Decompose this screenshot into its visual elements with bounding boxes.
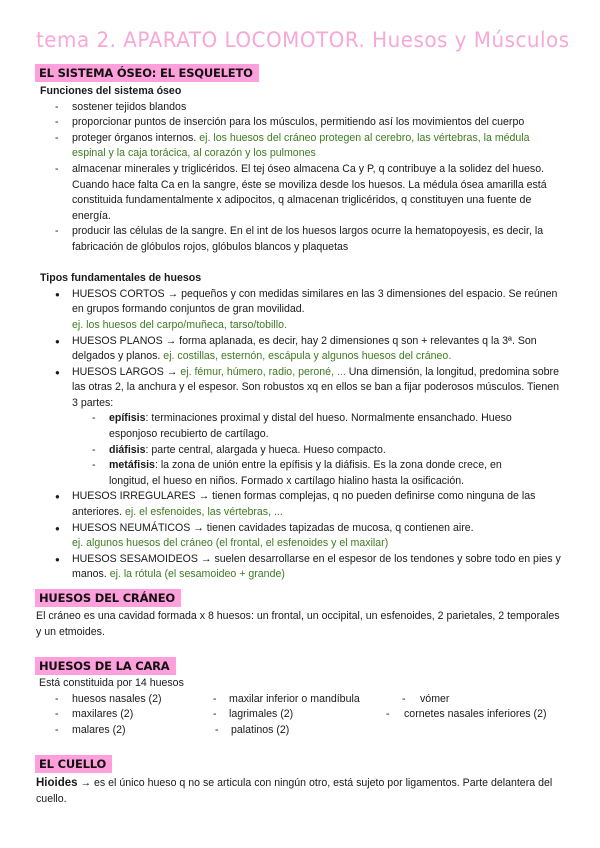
hioides-term: Hioides	[36, 777, 78, 789]
section-sistema-oseo	[0, 64, 600, 583]
list-item	[0, 443, 564, 459]
subheading-tipos: Tipos fundamentales de huesos	[40, 272, 202, 285]
part-text: : parte central, alargada y hueca. Hueso compacto.	[145, 443, 386, 456]
list-item: lagrimales (2)	[229, 708, 294, 721]
part-term: epífisis	[109, 412, 146, 425]
dash-marker: -	[55, 162, 59, 175]
section-cara	[0, 657, 600, 740]
item-text: HUESOS LARGOS →	[72, 365, 181, 378]
list-item	[0, 131, 600, 162]
part-text: : terminaciones proximal y distal del hueso. Normalmente ensanchado. Hueso esponjoso recubierto de cartílago.	[109, 412, 512, 441]
section-heading: HUESOS DE LA CARA	[35, 657, 176, 675]
face-bones-list: - huesos nasales (2) - maxilares (2) - malares (2) - maxilar inferior o mandíbula - lagrimales (2) - palatinos (2) - vómer - cornetes nasales inferiores (2)	[0, 692, 600, 740]
item-text-post: Una dimensión, la longitud, predomina sobre las otras 2, la anchura y el espesor. Son robustos xq en ellos se ban a fijar poderosos músculos. Tienen 3 partes:	[72, 365, 560, 409]
partes-list	[72, 411, 564, 489]
dash-marker: -	[92, 459, 96, 472]
item-example: ej. algunos huesos del cráneo (el frontal, el esfenoides y el maxilar)	[72, 537, 389, 550]
craneo-text: El cráneo es una cavidad formada x 8 huesos: un frontal, un occipital, un esfenoides, 2 parietales, 2 temporales y un etmoides.	[36, 610, 560, 638]
document-title: tema 2. APARATO LOCOMOTOR. Huesos y Músculos	[36, 28, 570, 52]
list-item	[0, 521, 600, 552]
list-item: huesos nasales (2)	[72, 692, 162, 705]
item-text: HUESOS SESAMOIDEOS → suelen desarrollarse en el espesor de los tendones y sobre todo en pies y manos.	[72, 552, 561, 581]
list-item: vómer	[420, 692, 450, 705]
item-example: ej. la rótula (el sesamoideo + grande)	[109, 568, 285, 581]
list-item: maxilar inferior o mandíbula	[229, 692, 360, 705]
list-item	[0, 458, 564, 489]
section-heading: EL SISTEMA ÓSEO: EL ESQUELETO	[35, 64, 259, 82]
list-item	[0, 115, 600, 131]
list-item	[0, 162, 600, 224]
section-heading: EL CUELLO	[35, 755, 112, 773]
list-item	[0, 287, 600, 334]
dash-marker: -	[55, 131, 59, 144]
dash-marker: -	[92, 412, 96, 425]
list-item	[0, 334, 600, 365]
item-example: ej. el esfenoides, las vértebras, ...	[125, 506, 283, 519]
list-item: cornetes nasales inferiores (2)	[404, 708, 547, 721]
item-example: ej. fémur, húmero, radio, peroné, ...	[180, 365, 346, 378]
list-item	[0, 100, 600, 116]
item-text: proteger órganos internos.	[72, 131, 200, 144]
bullet-marker: ●	[55, 523, 60, 533]
tipos-list	[0, 287, 600, 583]
item-text: almacenar minerales y triglicéridos. El tej óseo almacena Ca y P, q contribuye a la solidez del hueso. Cuando hace falta Ca en la sangre, éste se moviliza desde los huesos. La médula ósea amarilla está constituida fundamentalmente x adipocitos, q almacenan triglicéridos, q constituyen una fuente de energía.	[72, 162, 547, 222]
cara-intro: Está constituida por 14 huesos	[39, 677, 184, 689]
bullet-marker: ●	[55, 336, 60, 346]
bullet-marker: ●	[55, 367, 60, 377]
item-example: ej. costillas, esternón, escápula y algunos huesos del cráneo.	[163, 350, 452, 363]
item-text: producir las células de la sangre. En el int de los huesos largos ocurre la hematopoyesis, es decir, la fabricación de glóbulos rojos, glóbulos blancos y plaquetas	[72, 225, 544, 253]
bullet-marker: ●	[55, 492, 60, 502]
list-item	[0, 224, 600, 255]
funciones-list	[0, 100, 600, 256]
dash-marker: -	[92, 443, 96, 456]
item-text: proporcionar puntos de inserción para los músculos, permitiendo así los movimientos del cuerpo	[72, 116, 525, 129]
bullet-marker: ●	[55, 554, 60, 564]
section-heading: HUESOS DEL CRÁNEO	[35, 589, 181, 607]
dash-marker: -	[55, 100, 59, 113]
part-term: diáfisis	[109, 443, 146, 456]
list-item	[0, 489, 600, 520]
list-item	[0, 365, 600, 490]
part-text: : la zona de unión entre la epífisis y la diáfisis. Es la zona donde crece, en longitud, el hueso en niños. Formado x cartílago hialino hasta la osificación.	[109, 459, 502, 487]
item-text: sostener tejidos blandos	[72, 100, 187, 113]
item-text: HUESOS CORTOS → pequeños y con medidas similares en las 3 dimensiones del espacio. Se reúnen en grupos formando conjuntos de gran movilidad.	[72, 287, 558, 316]
bullet-marker: ●	[55, 289, 60, 299]
section-craneo	[0, 589, 600, 640]
item-text: HUESOS IRREGULARES → tienen formas complejas, q no pueden definirse como ninguna de las anteriores.	[72, 490, 536, 519]
list-item: maxilares (2)	[72, 708, 134, 721]
dash-marker: -	[55, 225, 59, 238]
list-item: palatinos (2)	[231, 723, 290, 736]
dash-marker: -	[55, 116, 59, 129]
item-text: HUESOS PLANOS → forma aplanada, es decir, hay 2 dimensiones q son + relevantes q la 3ª. Son delgados y planos.	[72, 334, 537, 363]
cuello-text: → es el único hueso q no se articula con ningún otro, está sujeto por ligamentos. Parte delantera del cuello.	[36, 777, 553, 805]
subheading-funciones: Funciones del sistema óseo	[40, 85, 182, 97]
list-item: malares (2)	[72, 723, 126, 736]
item-example: ej. los huesos del cráneo protegen al cerebro, las vértebras, la médula espinal y la caja torácica, al corazón y los pulmones	[72, 131, 530, 160]
section-cuello	[0, 755, 600, 807]
list-item	[0, 411, 564, 442]
part-term: metáfisis	[109, 459, 155, 472]
item-example: ej. los huesos del carpo/muñeca, tarso/tobillo.	[72, 318, 287, 331]
list-item	[0, 552, 600, 583]
item-text: HUESOS NEUMÁTICOS → tienen cavidades tapizadas de mucosa, q contienen aire.	[72, 521, 474, 534]
